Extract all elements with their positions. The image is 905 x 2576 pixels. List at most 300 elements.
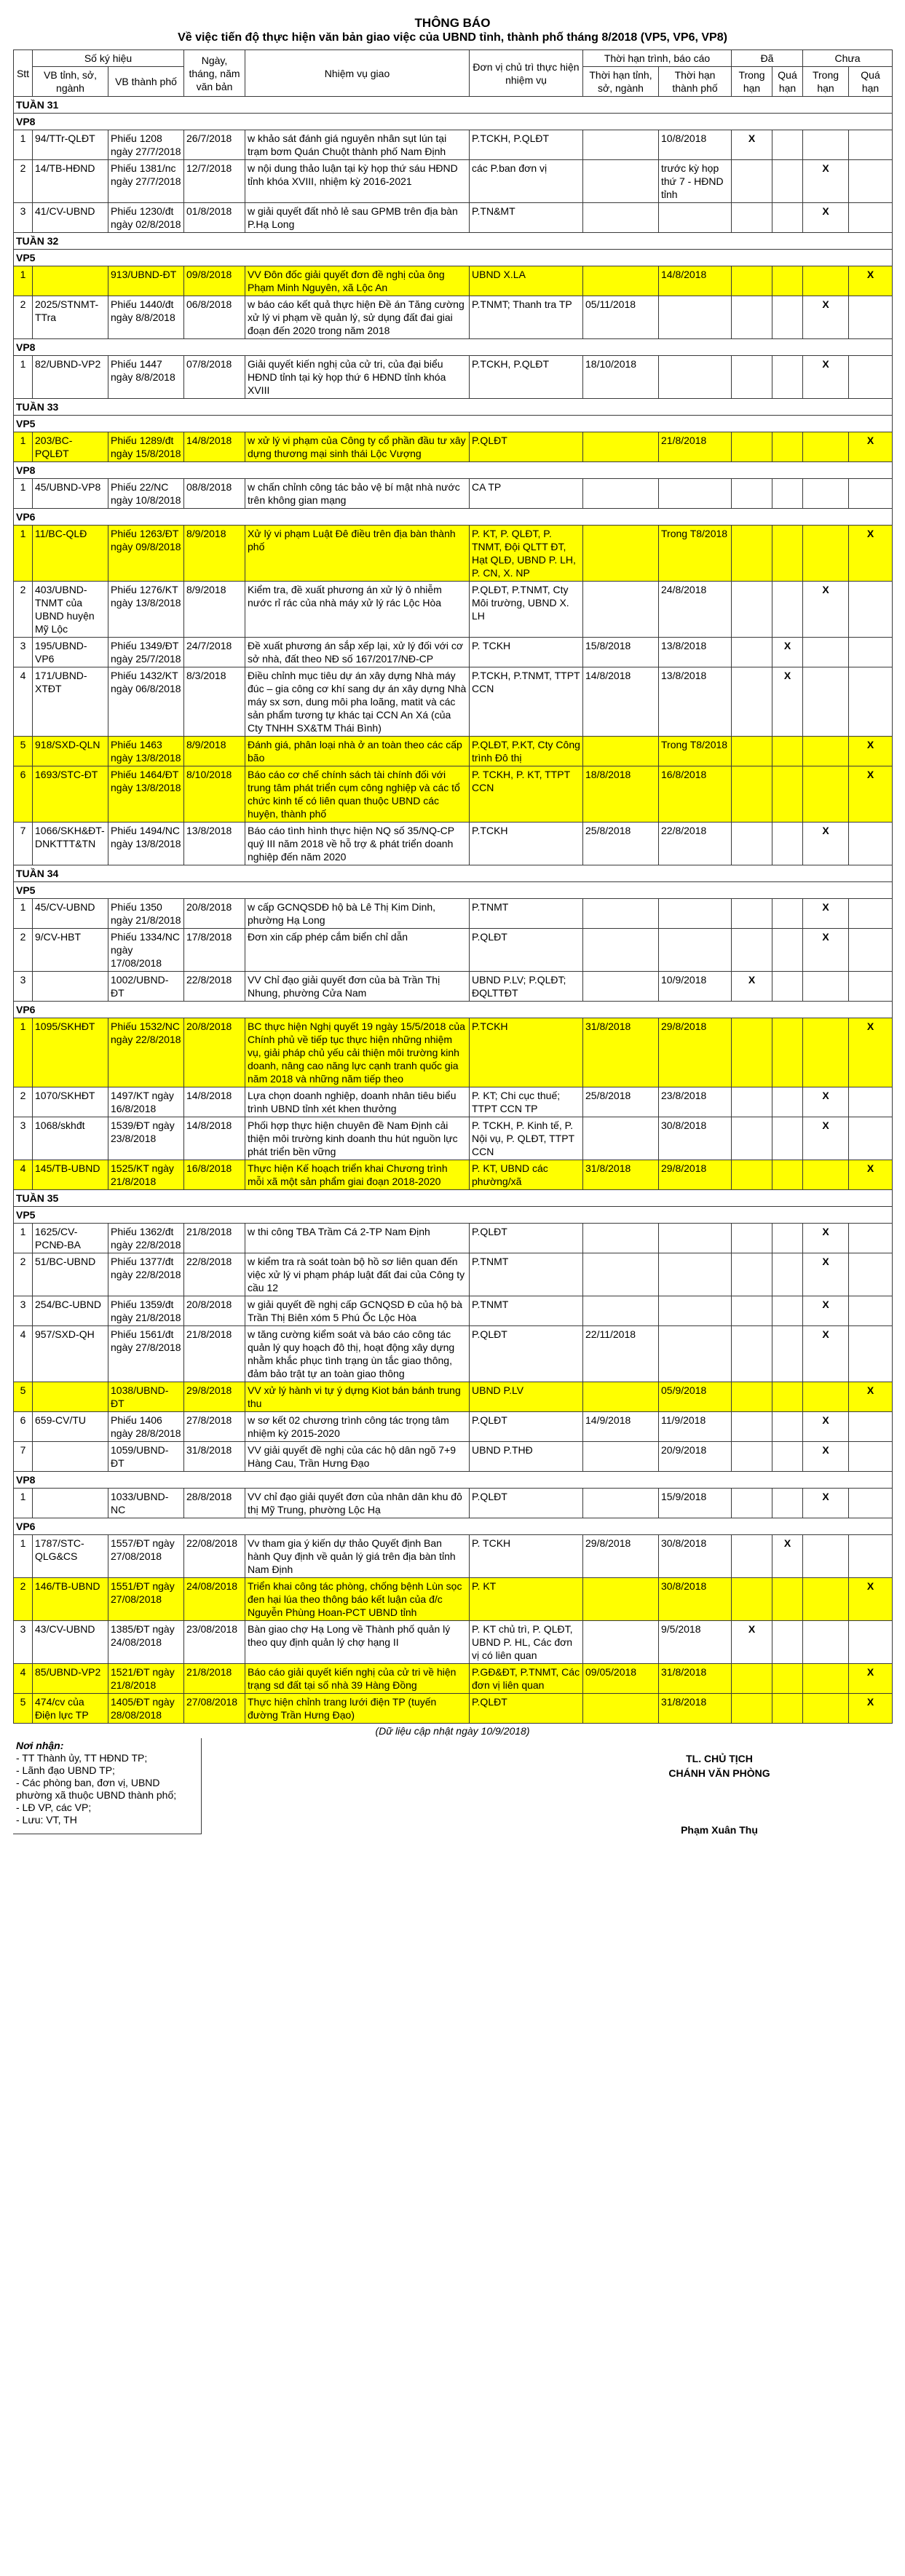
cell-chua-trong-han: X (803, 1117, 849, 1160)
cell-vb-tinh: 195/UBND-VP6 (33, 638, 108, 667)
table-row (14, 1296, 893, 1326)
vp-label: VP6 (14, 1518, 893, 1535)
cell-da-trong-han (732, 160, 772, 203)
vp-header-row (14, 462, 893, 479)
cell-stt: 4 (14, 1664, 33, 1694)
cell-chua-qua-han: X (849, 737, 893, 766)
cell-chua-trong-han: X (803, 1087, 849, 1117)
cell-th-tp: 29/8/2018 (659, 1018, 732, 1087)
vp-header-row (14, 339, 893, 356)
cell-th-tinh: 15/8/2018 (583, 638, 659, 667)
cell-chua-trong-han: X (803, 929, 849, 972)
table-header (14, 50, 893, 97)
cell-chua-qua-han (849, 1535, 893, 1578)
col-chua-trong-han: Trong hạn (803, 67, 849, 97)
cell-chua-trong-han (803, 1160, 849, 1190)
cell-stt: 1 (14, 1535, 33, 1578)
cell-da-trong-han (732, 296, 772, 339)
cell-don-vi: P.QLĐT (470, 1694, 583, 1724)
cell-stt: 2 (14, 1578, 33, 1621)
recipients-block (13, 1738, 202, 1834)
cell-da-trong-han (732, 266, 772, 296)
cell-ngay: 31/8/2018 (184, 1442, 245, 1472)
cell-chua-trong-han: X (803, 582, 849, 638)
cell-chua-qua-han: X (849, 1382, 893, 1412)
cell-don-vi: P. KT chủ trì, P. QLĐT, UBND P. HL, Các đơn vị có liên quan (470, 1621, 583, 1664)
table-row (14, 479, 893, 509)
table-row (14, 823, 893, 865)
cell-da-trong-han (732, 582, 772, 638)
cell-da-qua-han: X (772, 638, 803, 667)
cell-don-vi: các P.ban đơn vị (470, 160, 583, 203)
cell-vb-tinh: 45/UBND-VP8 (33, 479, 108, 509)
cell-don-vi: P.QLĐT (470, 1326, 583, 1382)
cell-nhiem-vu: Vv tham gia ý kiến dự thảo Quyết định Ban hành Quy định về quản lý giá trên địa bàn tỉnh Nam Định (245, 1535, 470, 1578)
cell-chua-qua-han (849, 823, 893, 865)
cell-chua-qua-han (849, 899, 893, 929)
cell-vb-tp: 1059/UBND-ĐT (108, 1442, 184, 1472)
cell-don-vi: UBND P.LV (470, 1382, 583, 1412)
cell-don-vi: P. KT; Chi cục thuế; TTPT CCN TP (470, 1087, 583, 1117)
cell-nhiem-vu: w sơ kết 02 chương trình công tác trọng tâm nhiệm kỳ 2015-2020 (245, 1412, 470, 1442)
cell-stt: 7 (14, 823, 33, 865)
cell-vb-tinh: 1070/SKHĐT (33, 1087, 108, 1117)
cell-chua-trong-han: X (803, 203, 849, 233)
cell-th-tinh: 14/8/2018 (583, 667, 659, 737)
cell-chua-qua-han: X (849, 1160, 893, 1190)
cell-da-qua-han (772, 203, 803, 233)
cell-ngay: 24/08/2018 (184, 1578, 245, 1621)
cell-da-qua-han (772, 582, 803, 638)
cell-vb-tp: 1405/ĐT ngày 28/08/2018 (108, 1694, 184, 1724)
cell-don-vi: P. TCKH (470, 1535, 583, 1578)
cell-th-tp: 13/8/2018 (659, 638, 732, 667)
cell-stt: 6 (14, 1412, 33, 1442)
cell-stt: 1 (14, 479, 33, 509)
cell-da-qua-han (772, 432, 803, 462)
cell-don-vi: CA TP (470, 479, 583, 509)
cell-vb-tinh: 1625/CV-PCNĐ-BA (33, 1224, 108, 1253)
recipient-line: - Lãnh đạo UBND TP; (16, 1764, 115, 1776)
vp-header-row (14, 416, 893, 432)
cell-da-trong-han (732, 1578, 772, 1621)
cell-chua-trong-han: X (803, 160, 849, 203)
cell-vb-tp: 1497/KT ngày 16/8/2018 (108, 1087, 184, 1117)
cell-th-tinh: 14/9/2018 (583, 1412, 659, 1442)
week-label: TUẦN 32 (14, 233, 893, 250)
cell-chua-trong-han: X (803, 1326, 849, 1382)
table-row (14, 1489, 893, 1518)
cell-nhiem-vu: VV Chỉ đạo giải quyết đơn của bà Trần Thị Nhung, phường Cửa Nam (245, 972, 470, 1002)
cell-da-trong-han (732, 1160, 772, 1190)
cell-ngay: 8/3/2018 (184, 667, 245, 737)
vp-label: VP8 (14, 1472, 893, 1489)
vp-header-row (14, 1207, 893, 1224)
cell-nhiem-vu: Triển khai công tác phòng, chống bệnh Lùn sọc đen hại lúa theo thông báo kết luận của đ/c Nguyễn Phùng Hoan-PCT UBND tỉnh (245, 1578, 470, 1621)
cell-don-vi: P.TN&MT (470, 203, 583, 233)
cell-nhiem-vu: Đánh giá, phân loại nhà ở an toàn theo các cấp bão (245, 737, 470, 766)
cell-da-qua-han (772, 1578, 803, 1621)
cell-da-qua-han (772, 1664, 803, 1694)
cell-stt: 5 (14, 1694, 33, 1724)
cell-th-tp (659, 1224, 732, 1253)
cell-don-vi: P.TCKH (470, 823, 583, 865)
cell-th-tinh: 31/8/2018 (583, 1018, 659, 1087)
cell-stt: 3 (14, 638, 33, 667)
cell-th-tp (659, 1296, 732, 1326)
cell-nhiem-vu: Xử lý vi phạm Luật Đê điều trên địa bàn thành phố (245, 526, 470, 582)
cell-th-tp: 21/8/2018 (659, 432, 732, 462)
cell-chua-qua-han: X (849, 526, 893, 582)
vp-label: VP5 (14, 250, 893, 266)
cell-chua-trong-han (803, 266, 849, 296)
table-row (14, 130, 893, 160)
cell-nhiem-vu: w giải quyết đề nghị cấp GCNQSD Đ của hộ bà Trần Thị Biên xóm 5 Phú Ốc Lộc Hòa (245, 1296, 470, 1326)
cell-chua-qua-han (849, 638, 893, 667)
vp-header-row (14, 114, 893, 130)
cell-chua-qua-han (849, 1489, 893, 1518)
cell-vb-tinh: 474/cv của Điện lực TP (33, 1694, 108, 1724)
cell-chua-trong-han (803, 972, 849, 1002)
cell-th-tp: 13/8/2018 (659, 667, 732, 737)
cell-th-tinh: 31/8/2018 (583, 1160, 659, 1190)
vp-label: VP6 (14, 1002, 893, 1018)
cell-vb-tinh: 171/UBND-XTĐT (33, 667, 108, 737)
table-row (14, 526, 893, 582)
cell-th-tinh (583, 432, 659, 462)
col-ngay: Ngày, tháng, năm văn bản (184, 50, 245, 97)
cell-da-trong-han (732, 1442, 772, 1472)
report-subtitle: Về việc tiến độ thực hiện văn bản giao việc của UBND tỉnh, thành phố tháng 8/2018 (VP5, VP6, VP8) (178, 31, 727, 44)
cell-chua-trong-han: X (803, 1442, 849, 1472)
cell-don-vi: P.TCKH, P.QLĐT (470, 356, 583, 399)
cell-th-tinh (583, 1694, 659, 1724)
cell-th-tp: 30/8/2018 (659, 1578, 732, 1621)
cell-da-qua-han (772, 1442, 803, 1472)
cell-vb-tp: Phiếu 22/NC ngày 10/8/2018 (108, 479, 184, 509)
table-row (14, 1412, 893, 1442)
cell-vb-tp: Phiếu 1208 ngày 27/7/2018 (108, 130, 184, 160)
cell-th-tp: 22/8/2018 (659, 823, 732, 865)
cell-th-tp (659, 356, 732, 399)
cell-ngay: 8/10/2018 (184, 766, 245, 823)
cell-vb-tinh: 1787/STC-QLG&CS (33, 1535, 108, 1578)
table-row (14, 1018, 893, 1087)
cell-vb-tinh: 1066/SKH&ĐT-DNKTTT&TN (33, 823, 108, 865)
cell-chua-qua-han: X (849, 432, 893, 462)
signer-name: Phạm Xuân Thụ (681, 1824, 758, 1836)
cell-th-tinh (583, 1382, 659, 1412)
cell-don-vi: P.QLĐT (470, 929, 583, 972)
col-vb-tinh: VB tỉnh, sở, ngành (33, 67, 108, 97)
cell-th-tinh: 29/8/2018 (583, 1535, 659, 1578)
cell-da-qua-han (772, 1326, 803, 1382)
cell-chua-qua-han (849, 1253, 893, 1296)
cell-da-trong-han (732, 432, 772, 462)
cell-nhiem-vu: Báo cáo tình hình thực hiện NQ số 35/NQ-CP quý III năm 2018 về hỗ trợ & phát triển doanh nghiệp đến năm 2020 (245, 823, 470, 865)
col-chua: Chưa (803, 50, 893, 67)
cell-nhiem-vu: w tăng cường kiểm soát và báo cáo công tác quản lý quy hoạch đô thị, hoạt động xây dựng nhằm khắc phục tình trạng ùn tắc giao thông, đảm bảo trật tự an toàn giao thông (245, 1326, 470, 1382)
cell-da-qua-han (772, 737, 803, 766)
cell-don-vi: UBND P.THĐ (470, 1442, 583, 1472)
cell-th-tinh (583, 266, 659, 296)
cell-chua-trong-han: X (803, 1412, 849, 1442)
cell-vb-tinh: 43/CV-UBND (33, 1621, 108, 1664)
cell-vb-tinh: 14/TB-HĐND (33, 160, 108, 203)
cell-da-qua-han (772, 479, 803, 509)
cell-vb-tp: Phiếu 1359/đt ngày 21/8/2018 (108, 1296, 184, 1326)
cell-ngay: 8/9/2018 (184, 526, 245, 582)
cell-th-tinh (583, 1296, 659, 1326)
cell-da-trong-han (732, 1224, 772, 1253)
cell-ngay: 17/8/2018 (184, 929, 245, 972)
cell-th-tp: 31/8/2018 (659, 1664, 732, 1694)
cell-nhiem-vu: w khảo sát đánh giá nguyên nhân sụt lún tại trạm bơm Quán Chuột thành phố Nam Định (245, 130, 470, 160)
vp-header-row (14, 882, 893, 899)
cell-chua-trong-han (803, 1578, 849, 1621)
cell-ngay: 22/08/2018 (184, 1535, 245, 1578)
cell-th-tp: 15/9/2018 (659, 1489, 732, 1518)
col-th-tinh: Thời hạn tỉnh, sở, ngành (583, 67, 659, 97)
cell-nhiem-vu: VV xử lý hành vi tự ý dựng Kiot bán bánh trung thu (245, 1382, 470, 1412)
cell-th-tinh: 22/11/2018 (583, 1326, 659, 1382)
table-row (14, 1694, 893, 1724)
cell-th-tinh (583, 972, 659, 1002)
cell-th-tinh: 25/8/2018 (583, 823, 659, 865)
col-so-ky-hieu: Số ký hiệu (33, 50, 184, 67)
cell-da-trong-han (732, 1253, 772, 1296)
cell-th-tp: 16/8/2018 (659, 766, 732, 823)
table-row (14, 667, 893, 737)
cell-chua-trong-han (803, 526, 849, 582)
cell-da-trong-han (732, 899, 772, 929)
cell-vb-tp: 1539/ĐT ngày 23/8/2018 (108, 1117, 184, 1160)
col-stt: Stt (14, 50, 33, 97)
cell-nhiem-vu: Điều chỉnh mục tiêu dự án xây dựng Nhà máy đúc – gia công cơ khí sang dự án xây dựng Nhà máy sx sơn, dung môi pha loãng, matit và các sản phẩm tương tự khác tại CCN An Xá (của Cty TNHH SX&TM Thái Bình) (245, 667, 470, 737)
cell-th-tp (659, 1326, 732, 1382)
table-body (14, 97, 893, 1724)
cell-ngay: 14/8/2018 (184, 432, 245, 462)
cell-da-trong-han (732, 1664, 772, 1694)
vp-label: VP5 (14, 1207, 893, 1224)
cell-chua-qua-han: X (849, 1018, 893, 1087)
cell-don-vi: P.QLĐT (470, 1224, 583, 1253)
table-row (14, 899, 893, 929)
col-da-trong-han: Trong hạn (732, 67, 772, 97)
cell-vb-tp: 1525/KT ngày 21/8/2018 (108, 1160, 184, 1190)
cell-vb-tinh (33, 266, 108, 296)
cell-th-tinh: 18/10/2018 (583, 356, 659, 399)
cell-don-vi: P.TCKH, P.TNMT, TTPT CCN (470, 667, 583, 737)
cell-da-qua-han: X (772, 1535, 803, 1578)
cell-nhiem-vu: w chấn chỉnh công tác bảo vệ bí mật nhà nước trên không gian mạng (245, 479, 470, 509)
cell-stt: 2 (14, 582, 33, 638)
cell-don-vi: P.TCKH, P.QLĐT (470, 130, 583, 160)
cell-vb-tp: Phiếu 1263/ĐT ngày 09/8/2018 (108, 526, 184, 582)
cell-vb-tinh: 1068/skhđt (33, 1117, 108, 1160)
recipient-line: - Lưu: VT, TH (16, 1814, 77, 1826)
cell-th-tinh (583, 130, 659, 160)
cell-stt: 3 (14, 1296, 33, 1326)
cell-ngay: 22/8/2018 (184, 972, 245, 1002)
cell-da-qua-han (772, 1253, 803, 1296)
cell-vb-tp: Phiếu 1350 ngày 21/8/2018 (108, 899, 184, 929)
cell-vb-tinh: 146/TB-UBND (33, 1578, 108, 1621)
cell-ngay: 20/8/2018 (184, 1018, 245, 1087)
cell-da-qua-han (772, 1694, 803, 1724)
cell-vb-tinh: 918/SXD-QLN (33, 737, 108, 766)
cell-don-vi: P. KT, UBND các phường/xã (470, 1160, 583, 1190)
cell-chua-qua-han (849, 1296, 893, 1326)
cell-chua-trong-han (803, 130, 849, 160)
cell-chua-trong-han (803, 737, 849, 766)
cell-th-tp: 24/8/2018 (659, 582, 732, 638)
col-thoi-han: Thời hạn trình, báo cáo (583, 50, 732, 67)
col-da-qua-han: Quá hạn (772, 67, 803, 97)
cell-da-trong-han (732, 526, 772, 582)
cell-chua-trong-han: X (803, 296, 849, 339)
cell-nhiem-vu: VV chỉ đạo giải quyết đơn của nhân dân khu đô thị Mỹ Trung, phường Lộc Hạ (245, 1489, 470, 1518)
cell-da-trong-han (732, 667, 772, 737)
table-row (14, 1535, 893, 1578)
cell-ngay: 07/8/2018 (184, 356, 245, 399)
recipients-label: Nơi nhận: (16, 1740, 64, 1751)
vp-label: VP6 (14, 509, 893, 526)
cell-th-tp: 20/9/2018 (659, 1442, 732, 1472)
cell-ngay: 13/8/2018 (184, 823, 245, 865)
cell-nhiem-vu: Thực hiện Kế hoạch triển khai Chương trình mỗi xã một sản phẩm giai đoạn 2018-2020 (245, 1160, 470, 1190)
cell-da-qua-han (772, 766, 803, 823)
cell-th-tp: Trong T8/2018 (659, 737, 732, 766)
cell-th-tinh: 25/8/2018 (583, 1087, 659, 1117)
week-label: TUẦN 34 (14, 865, 893, 882)
cell-don-vi: P.QLĐT (470, 1412, 583, 1442)
cell-stt: 1 (14, 266, 33, 296)
cell-th-tp (659, 203, 732, 233)
cell-da-qua-han (772, 130, 803, 160)
cell-chua-qua-han (849, 972, 893, 1002)
cell-nhiem-vu: w giải quyết đất nhỏ lẻ sau GPMB trên địa bàn P.Hạ Long (245, 203, 470, 233)
cell-don-vi: P. TCKH, P. KT, TTPT CCN (470, 766, 583, 823)
table-row (14, 929, 893, 972)
sign-title-1: TL. CHỦ TỊCH (686, 1753, 753, 1764)
cell-da-trong-han (732, 1087, 772, 1117)
cell-th-tp: 05/9/2018 (659, 1382, 732, 1412)
cell-vb-tp: Phiếu 1561/đt ngày 27/8/2018 (108, 1326, 184, 1382)
cell-th-tinh (583, 1117, 659, 1160)
cell-th-tp: 29/8/2018 (659, 1160, 732, 1190)
cell-vb-tinh: 82/UBND-VP2 (33, 356, 108, 399)
cell-th-tinh (583, 1578, 659, 1621)
cell-nhiem-vu: Giải quyết kiến nghị của cử tri, của đại biểu HĐND tỉnh tại kỳ họp thứ 6 HĐND tỉnh khóa XVIII (245, 356, 470, 399)
cell-vb-tp: 1551/ĐT ngày 27/08/2018 (108, 1578, 184, 1621)
cell-ngay: 24/7/2018 (184, 638, 245, 667)
cell-vb-tp: Phiếu 1464/ĐT ngày 13/8/2018 (108, 766, 184, 823)
cell-chua-qua-han: X (849, 1694, 893, 1724)
table-row (14, 1442, 893, 1472)
cell-th-tp: 31/8/2018 (659, 1694, 732, 1724)
cell-th-tp: 30/8/2018 (659, 1535, 732, 1578)
cell-vb-tp: Phiếu 1276/KT ngày 13/8/2018 (108, 582, 184, 638)
recipient-line: - Các phòng ban, đơn vị, UBND phường xã thuộc UBND thành phố; (16, 1777, 177, 1801)
table-row (14, 638, 893, 667)
cell-chua-qua-han (849, 130, 893, 160)
table-row (14, 766, 893, 823)
cell-stt: 3 (14, 1117, 33, 1160)
cell-stt: 3 (14, 972, 33, 1002)
cell-th-tinh (583, 1621, 659, 1664)
cell-th-tp: 23/8/2018 (659, 1087, 732, 1117)
cell-ngay: 27/08/2018 (184, 1694, 245, 1724)
cell-th-tinh (583, 479, 659, 509)
week-header-row (14, 865, 893, 882)
cell-nhiem-vu: Báo cáo giải quyết kiến nghị của cử tri về hiện trạng sd đất tại số nhà 39 Hàng Đồng (245, 1664, 470, 1694)
cell-don-vi: UBND P.LV; P.QLĐT; ĐQLTTĐT (470, 972, 583, 1002)
cell-da-qua-han (772, 899, 803, 929)
cell-vb-tp: 1002/UBND-ĐT (108, 972, 184, 1002)
cell-da-qua-han (772, 356, 803, 399)
cell-stt: 2 (14, 1087, 33, 1117)
cell-da-trong-han: X (732, 972, 772, 1002)
cell-nhiem-vu: Kiểm tra, đề xuất phương án xử lý ô nhiễm nước rỉ rác của nhà máy xử lý rác Lộc Hòa (245, 582, 470, 638)
cell-vb-tinh (33, 1442, 108, 1472)
cell-da-qua-han (772, 1382, 803, 1412)
cell-da-trong-han (732, 356, 772, 399)
vp-label: VP8 (14, 114, 893, 130)
cell-ngay: 8/9/2018 (184, 737, 245, 766)
vp-label: VP5 (14, 416, 893, 432)
cell-ngay: 21/8/2018 (184, 1664, 245, 1694)
cell-nhiem-vu: Đề xuất phương án sắp xếp lại, xử lý đối với cơ sở nhà, đất theo NĐ số 167/2017/NĐ-CP (245, 638, 470, 667)
cell-stt: 6 (14, 766, 33, 823)
cell-da-trong-han (732, 1382, 772, 1412)
cell-stt: 2 (14, 160, 33, 203)
cell-stt: 4 (14, 1160, 33, 1190)
cell-chua-trong-han (803, 667, 849, 737)
cell-chua-qua-han (849, 1412, 893, 1442)
cell-vb-tp: Phiếu 1463 ngày 13/8/2018 (108, 737, 184, 766)
cell-stt: 1 (14, 899, 33, 929)
table-row (14, 160, 893, 203)
cell-da-qua-han (772, 972, 803, 1002)
cell-vb-tp: Phiếu 1349/ĐT ngày 25/7/2018 (108, 638, 184, 667)
cell-don-vi: P.TNMT; Thanh tra TP (470, 296, 583, 339)
cell-stt: 1 (14, 1224, 33, 1253)
table-row (14, 1326, 893, 1382)
cell-don-vi: P. KT (470, 1578, 583, 1621)
progress-table (13, 49, 893, 1724)
cell-da-qua-han (772, 1224, 803, 1253)
cell-th-tinh (583, 1224, 659, 1253)
cell-nhiem-vu: VV giải quyết đề nghị của các hộ dân ngõ 7+9 Hàng Cau, Trần Hưng Đạo (245, 1442, 470, 1472)
cell-ngay: 06/8/2018 (184, 296, 245, 339)
cell-ngay: 22/8/2018 (184, 1253, 245, 1296)
cell-chua-qua-han: X (849, 1664, 893, 1694)
cell-vb-tinh: 9/CV-HBT (33, 929, 108, 972)
cell-nhiem-vu: Lựa chọn doanh nghiệp, doanh nhân tiêu biểu trình UBND tỉnh xét khen thưởng (245, 1087, 470, 1117)
cell-stt: 1 (14, 356, 33, 399)
update-note: (Dữ liệu cập nhật ngày 10/9/2018) (375, 1725, 530, 1737)
signature-titles (581, 1751, 858, 1780)
cell-chua-trong-han (803, 1694, 849, 1724)
cell-chua-qua-han (849, 1117, 893, 1160)
cell-ngay: 01/8/2018 (184, 203, 245, 233)
cell-chua-qua-han (849, 929, 893, 972)
cell-th-tp: 9/5/2018 (659, 1621, 732, 1664)
cell-chua-trong-han: X (803, 1296, 849, 1326)
cell-vb-tp: 1557/ĐT ngày 27/08/2018 (108, 1535, 184, 1578)
cell-nhiem-vu: w báo cáo kết quả thực hiện Đề án Tăng cường xử lý vi phạm về quản lý, sử dụng đất đai giai đoạn đến 2020 trong năm 2018 (245, 296, 470, 339)
